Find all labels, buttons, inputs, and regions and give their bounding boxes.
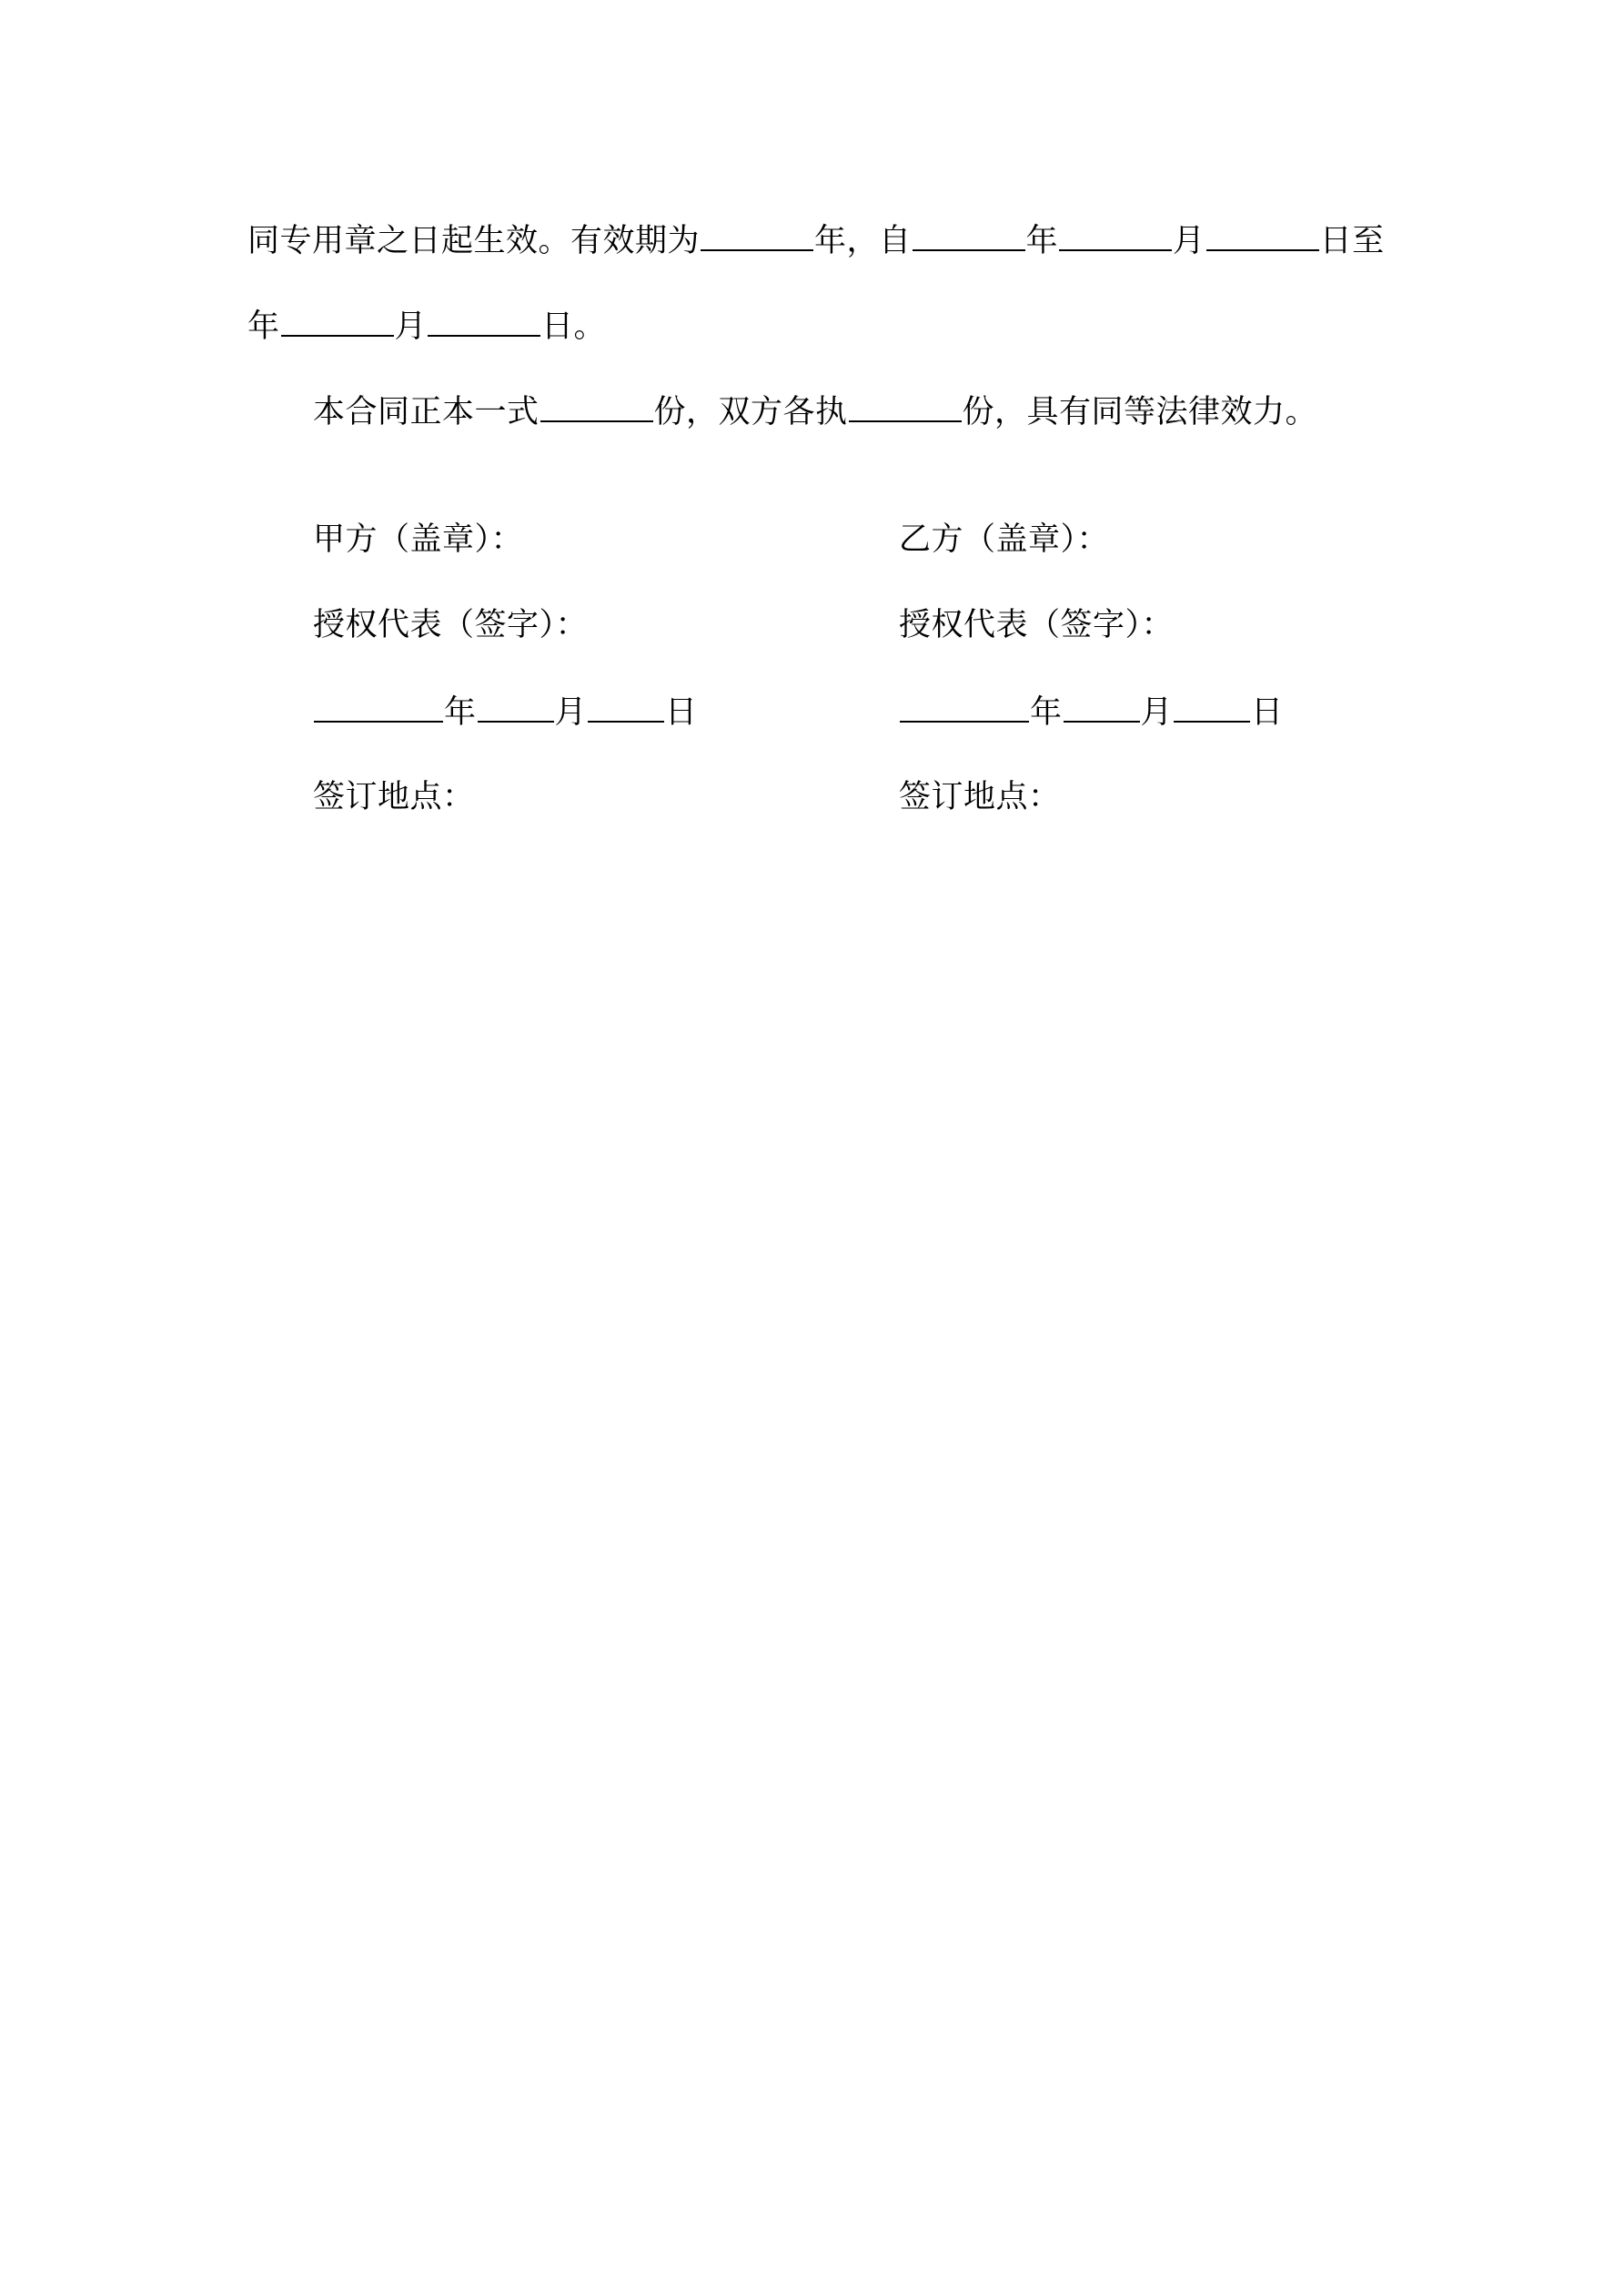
party-b-seal-label: 乙方（盖章）： [899,521,1110,558]
copies-each-text: 份，双方各执 [653,394,848,430]
party-a-place-label: 签订地点： [313,779,475,815]
party-a-month-unit: 月 [554,694,588,731]
start-month-blank[interactable] [1059,222,1172,251]
copies-clause [313,393,1317,430]
start-year-unit: 年 [1025,223,1059,259]
copies-clause-text: 本合同正本一式 [313,394,540,430]
total-copies-blank[interactable] [540,393,653,422]
validity-clause-text: 同专用章之日起生效。有效期为 [247,223,701,259]
end-year-unit: 年 [247,308,280,345]
end-month-unit: 月 [394,308,428,345]
copies-effect-text: 份，具有同等法律效力。 [962,394,1318,430]
party-a-year-unit: 年 [444,694,477,731]
party-b-date [899,693,1284,731]
party-a-date [313,693,698,731]
end-day-unit: 日。 [541,308,607,345]
party-b-day-unit: 日 [1251,694,1284,731]
start-day-blank[interactable] [1206,222,1319,251]
start-month-unit: 月 [1173,223,1205,259]
party-b-day-blank[interactable] [1174,693,1250,723]
copies-each-blank[interactable] [849,393,962,422]
start-day-unit: 日至 [1319,223,1385,259]
party-a-month-blank[interactable] [478,693,554,723]
validity-clause-line-2 [247,308,606,345]
validity-years-unit: 年，自 [814,223,912,259]
end-day-blank[interactable] [428,308,540,337]
party-b-month-unit: 月 [1140,694,1174,731]
validity-years-blank[interactable] [701,222,813,251]
party-b-year-blank[interactable] [900,693,1029,723]
party-a-rep-label: 授权代表（签字）： [313,607,589,643]
party-a-day-blank[interactable] [588,693,664,723]
party-b-place-label: 签订地点： [899,779,1061,815]
start-year-blank[interactable] [913,222,1025,251]
party-a-year-blank[interactable] [314,693,443,723]
party-a-day-unit: 日 [665,694,698,731]
end-month-blank[interactable] [281,308,394,337]
party-a-seal-label: 甲方（盖章）： [313,521,524,558]
party-b-year-unit: 年 [1030,694,1063,731]
validity-clause-line-1 [247,222,1385,259]
party-b-month-blank[interactable] [1064,693,1140,723]
party-b-rep-label: 授权代表（签字）： [899,607,1175,643]
